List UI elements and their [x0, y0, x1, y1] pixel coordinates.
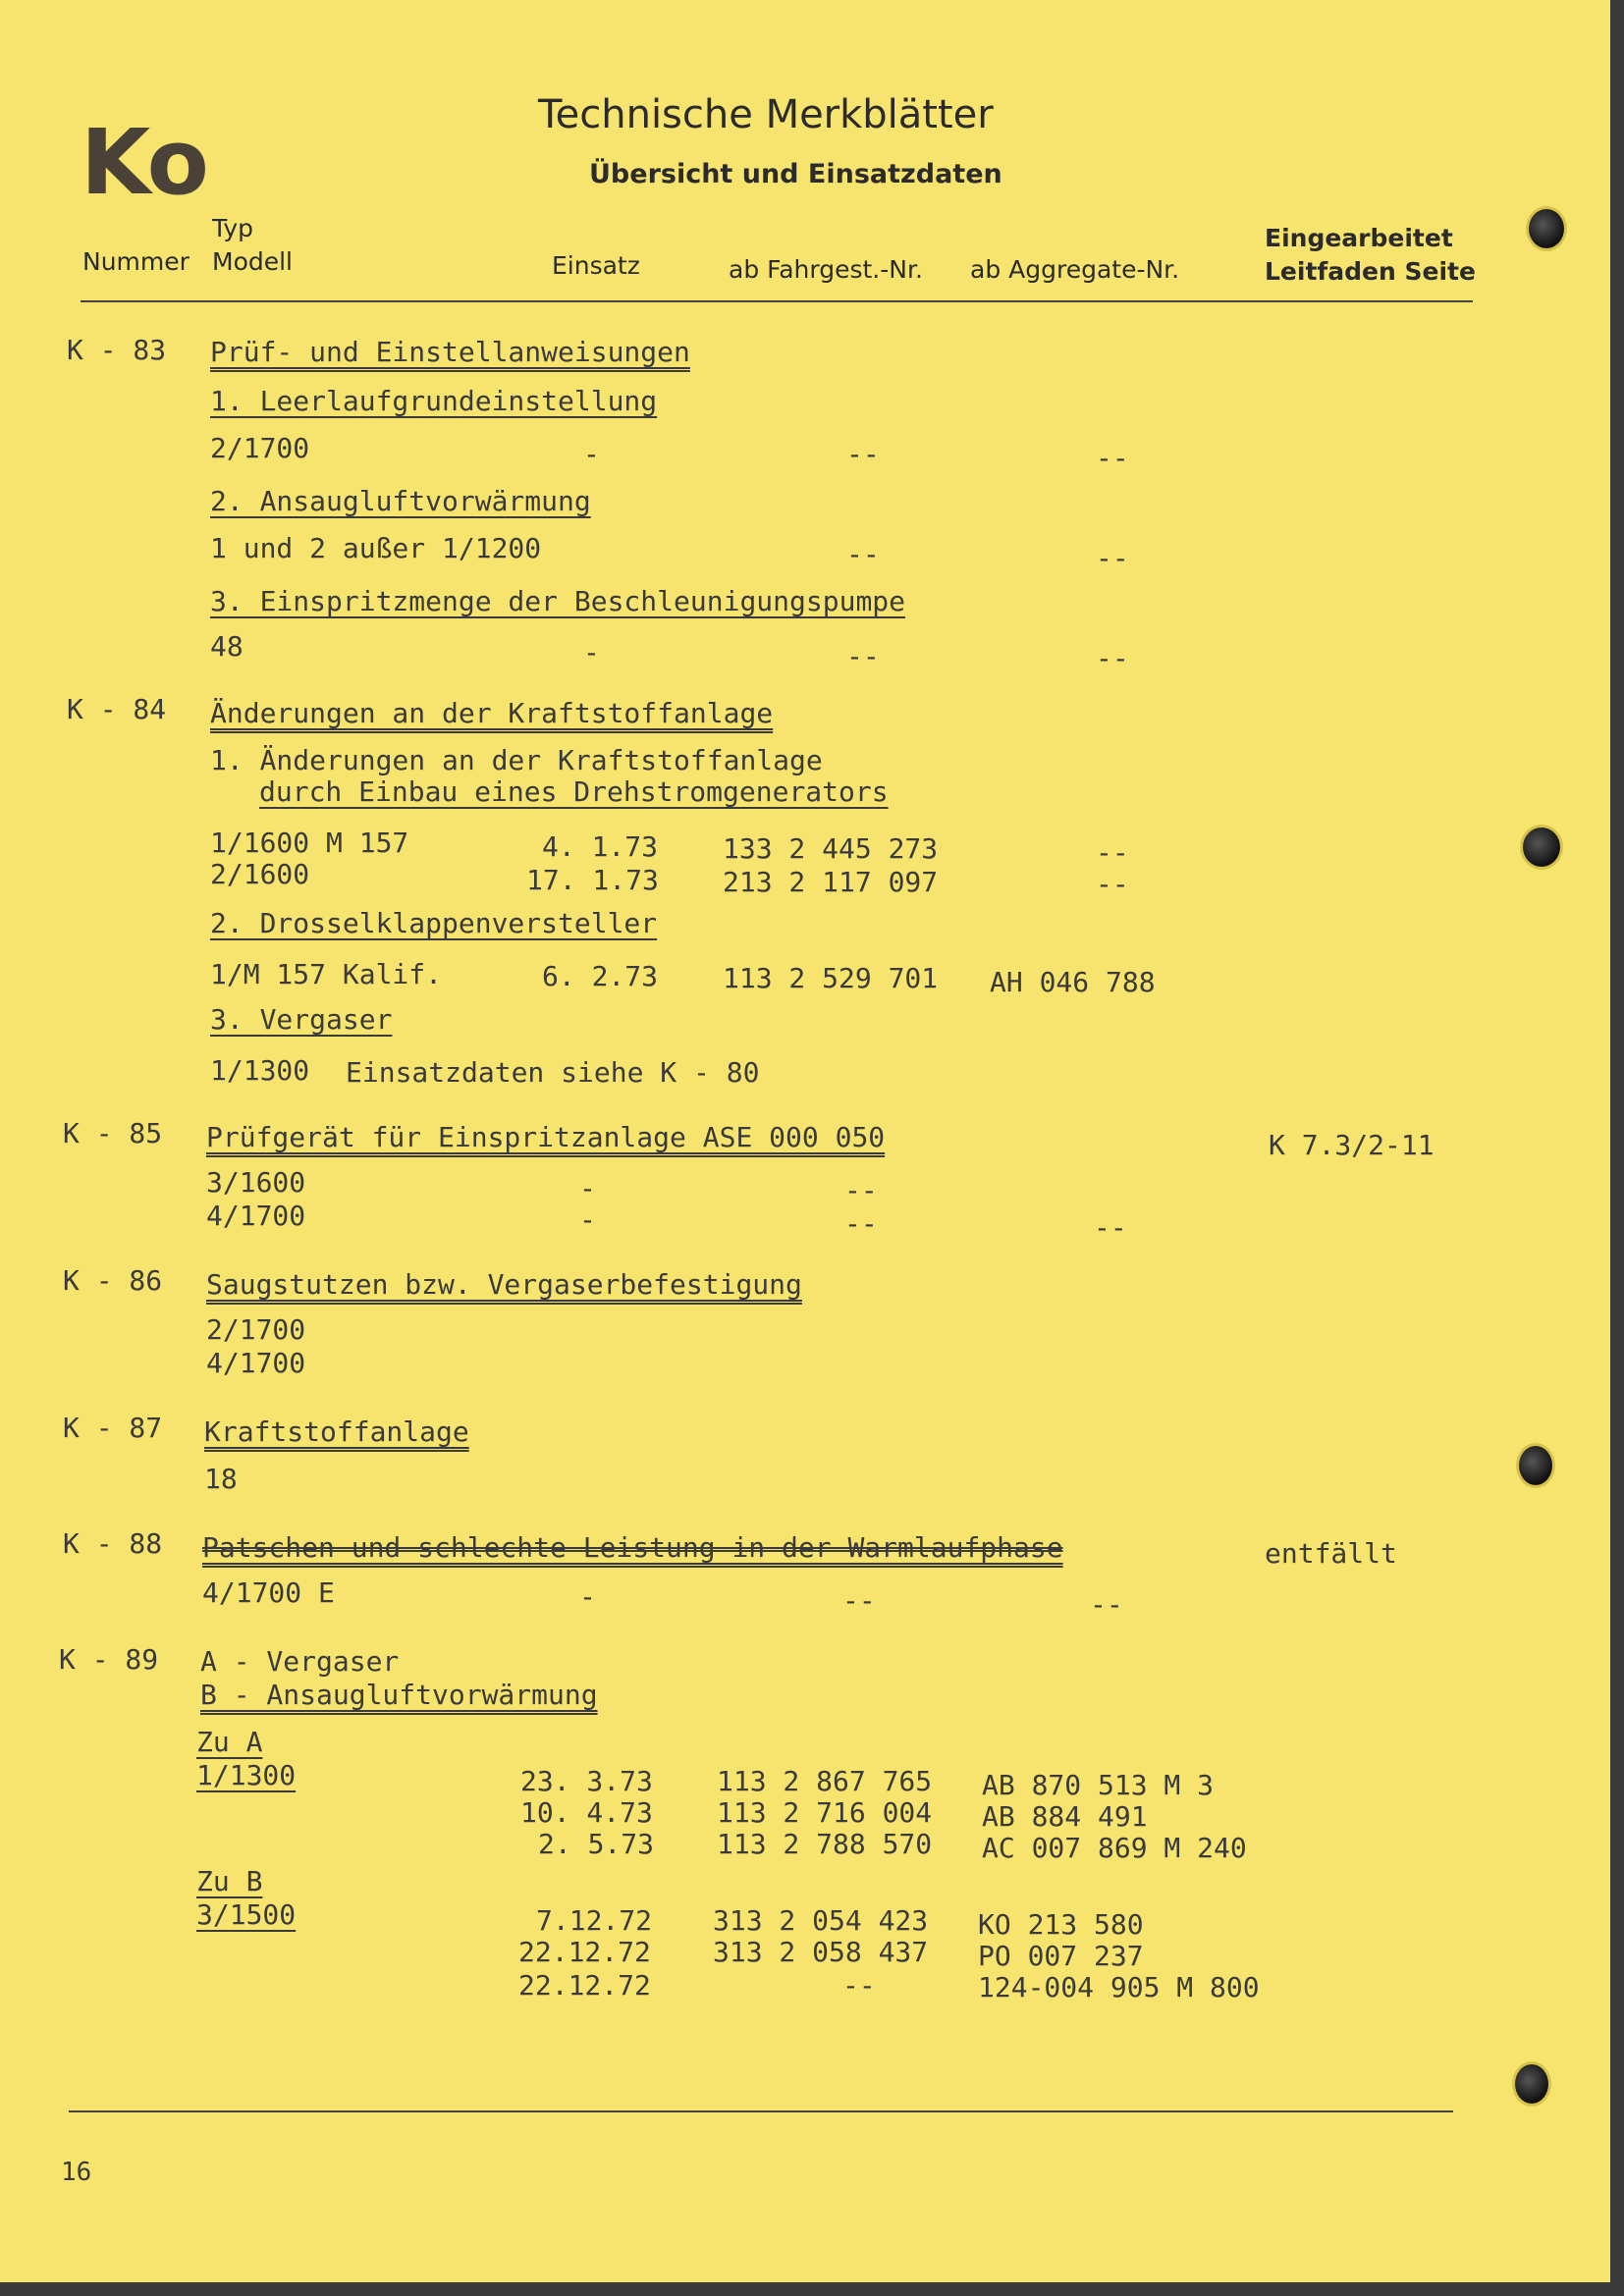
k83-sub1: 1. Leerlaufgrundeinstellung: [210, 385, 658, 417]
k84-r2-aggr: --: [1096, 868, 1129, 900]
k85-r1-einsatz: -: [579, 1172, 596, 1204]
k89-a-row1-einsatz: 23. 3.73: [520, 1765, 653, 1797]
k89-a-modell: 1/1300: [196, 1759, 297, 1791]
punch-hole-1: [1526, 206, 1567, 251]
punch-hole-2: [1520, 825, 1563, 870]
col-einsatz-header: Einsatz: [552, 251, 640, 280]
k84-sub3: 3. Vergaser: [210, 1003, 393, 1036]
k83-sub3-fahrgest: --: [846, 640, 880, 672]
k86-number: K - 86: [63, 1264, 163, 1297]
k83-sub1-fahrgest: --: [846, 438, 880, 470]
k83-sub3-einsatz: -: [583, 636, 600, 668]
col-typ-header: Typ: [212, 214, 254, 242]
k85-r1-modell: 3/1600: [206, 1166, 306, 1199]
k84-sub1-line1: 1. Änderungen an der Kraftstoffanlage: [210, 744, 823, 776]
k88-number: K - 88: [63, 1527, 163, 1560]
k89-zu-a: Zu A: [196, 1726, 263, 1758]
k89-a-row2-einsatz: 10. 4.73: [520, 1796, 653, 1829]
k88-r1-modell: 4/1700 E: [202, 1576, 335, 1609]
k89-a-row3-einsatz: 2. 5.73: [538, 1828, 655, 1860]
k84-r4-modell: 1/1300: [210, 1054, 310, 1087]
k84-r1-modell: 1/1600 M 157: [210, 827, 409, 859]
k85-r2-modell: 4/1700: [206, 1200, 306, 1232]
col-leitfaden-header: Leitfaden Seite: [1265, 257, 1476, 286]
k88-r1-aggr: --: [1090, 1588, 1123, 1621]
k89-zu-b: Zu B: [196, 1865, 263, 1897]
k84-r2-modell: 2/1600: [210, 858, 310, 890]
k87-title: Kraftstoffanlage: [204, 1415, 469, 1448]
page-subtitle: Übersicht und Einsatzdaten: [589, 159, 1002, 189]
k84-r1-fahrgest: 133 2 445 273: [723, 832, 939, 865]
k89-b-row1-fahrgest: 313 2 054 423: [713, 1904, 929, 1937]
k84-title: Änderungen an der Kraftstoffanlage: [210, 697, 774, 729]
k83-sub1-modell: 2/1700: [210, 432, 310, 464]
k85-r2-aggr: --: [1094, 1211, 1127, 1244]
k84-number: K - 84: [67, 693, 167, 725]
k89-b-row1-aggr: KO 213 580: [978, 1908, 1144, 1941]
k84-r1-aggr: --: [1096, 836, 1129, 869]
header-rule: [81, 300, 1473, 302]
k89-number: K - 89: [59, 1643, 159, 1676]
k84-sub2: 2. Drosselklappenversteller: [210, 907, 658, 939]
col-nummer-header: Nummer: [82, 247, 189, 276]
k83-sub3-aggr: --: [1096, 642, 1129, 674]
k89-title-a: A - Vergaser: [200, 1645, 400, 1678]
k87-number: K - 87: [63, 1412, 163, 1444]
k83-title: Prüf- und Einstellanweisungen: [210, 336, 690, 368]
k86-r2-modell: 4/1700: [206, 1347, 306, 1379]
k85-title: Prüfgerät für Einspritzanlage ASE 000 050: [206, 1121, 886, 1153]
k83-sub3-modell: 48: [210, 630, 244, 663]
k89-a-row1-fahrgest: 113 2 867 765: [717, 1765, 933, 1797]
col-aggregate-header: ab Aggregate-Nr.: [970, 255, 1180, 284]
col-modell-header: Modell: [212, 247, 294, 276]
punch-hole-4: [1512, 2061, 1551, 2107]
k83-sub2-modell: 1 und 2 außer 1/1200: [210, 532, 542, 564]
k89-b-modell: 3/1500: [196, 1898, 297, 1931]
k89-b-row2-einsatz: 22.12.72: [518, 1936, 651, 1968]
k83-sub3: 3. Einspritzmenge der Beschleunigungspumpe: [210, 585, 906, 617]
k89-a-row1-aggr: AB 870 513 M 3: [982, 1769, 1215, 1801]
k89-b-row3-einsatz: 22.12.72: [518, 1969, 651, 2002]
k83-number: K - 83: [67, 334, 167, 366]
k89-a-row3-fahrgest: 113 2 788 570: [717, 1828, 933, 1860]
k84-r3-aggr: AH 046 788: [990, 966, 1156, 998]
k84-r2-fahrgest: 213 2 117 097: [723, 866, 939, 898]
k85-r2-fahrgest: --: [844, 1207, 878, 1240]
page-title: Technische Merkblätter: [538, 92, 994, 137]
k83-sub1-einsatz: -: [583, 438, 600, 470]
k84-r4-text: Einsatzdaten siehe K - 80: [346, 1056, 760, 1089]
col-fahrgest-header: ab Fahrgest.-Nr.: [729, 255, 923, 284]
k83-sub1-aggr: --: [1096, 442, 1129, 474]
k83-sub2: 2. Ansaugluftvorwärmung: [210, 485, 591, 517]
k86-r1-modell: 2/1700: [206, 1313, 306, 1346]
k85-r1-fahrgest: --: [844, 1174, 878, 1206]
k89-b-row2-fahrgest: 313 2 058 437: [713, 1936, 929, 1968]
k85-leitfaden: K 7.3/2-11: [1269, 1129, 1435, 1161]
k85-number: K - 85: [63, 1117, 163, 1149]
k89-b-row3-fahrgest: --: [842, 1969, 876, 2002]
k88-leitfaden: entfällt: [1265, 1537, 1397, 1570]
footer-rule: [69, 2110, 1453, 2112]
k84-r3-einsatz: 6. 2.73: [542, 960, 659, 992]
k83-sub2-fahrgest: --: [846, 538, 880, 570]
k89-a-row2-aggr: AB 884 491: [982, 1800, 1148, 1833]
k84-r3-modell: 1/M 157 Kalif.: [210, 958, 443, 990]
k87-r1-modell: 18: [204, 1463, 238, 1495]
k86-title: Saugstutzen bzw. Vergaserbefestigung: [206, 1268, 802, 1301]
k84-r1-einsatz: 4. 1.73: [542, 830, 659, 863]
logo-ko: Ko: [81, 110, 207, 215]
k89-title-b: B - Ansaugluftvorwärmung: [200, 1679, 598, 1711]
punch-hole-3: [1516, 1443, 1555, 1488]
k88-r1-fahrgest: --: [842, 1584, 876, 1617]
k89-b-row1-einsatz: 7.12.72: [536, 1904, 653, 1937]
k89-a-row2-fahrgest: 113 2 716 004: [717, 1796, 933, 1829]
k89-b-row3-aggr: 124-004 905 M 800: [978, 1971, 1260, 2003]
k83-sub2-aggr: --: [1096, 542, 1129, 574]
k89-a-row3-aggr: AC 007 869 M 240: [982, 1832, 1247, 1864]
k85-r2-einsatz: -: [579, 1203, 596, 1236]
k84-sub1-line2: durch Einbau eines Drehstromgenerators: [259, 775, 889, 808]
k89-b-row2-aggr: PO 007 237: [978, 1940, 1144, 1972]
k84-r3-fahrgest: 113 2 529 701: [723, 962, 939, 994]
k88-title: Patschen und schlechte Leistung in der Warmlaufphase: [202, 1531, 1063, 1564]
page-number: 16: [61, 2158, 92, 2187]
col-eingearbeitet-header: Eingearbeitet: [1265, 224, 1453, 252]
k88-r1-einsatz: -: [579, 1580, 596, 1613]
k84-r2-einsatz: 17. 1.73: [526, 864, 659, 896]
